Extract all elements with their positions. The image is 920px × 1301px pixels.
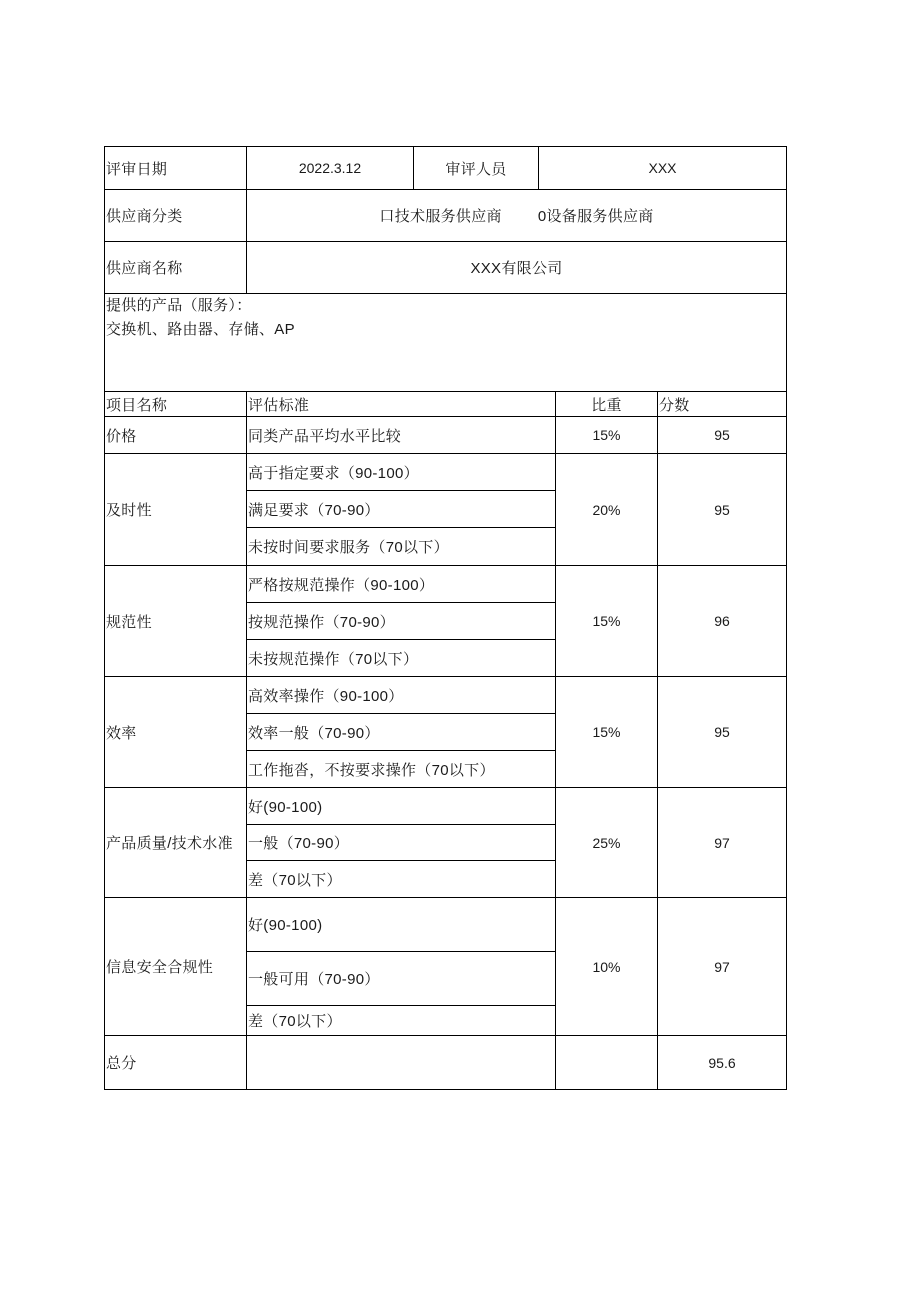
reviewer-label: 审评人员 — [413, 146, 539, 190]
reviewer-value: XXX — [538, 146, 787, 190]
item-name-security: 信息安全合规性 — [104, 897, 247, 1036]
score-security: 97 — [657, 897, 787, 1036]
criteria-cell: 效率一般（70-90） — [246, 713, 556, 751]
criteria-cell: 工作拖沓，不按要求操作（70以下） — [246, 750, 556, 788]
column-header-item: 项目名称 — [104, 391, 247, 417]
weight-price: 15% — [555, 416, 658, 454]
score-timeliness: 95 — [657, 453, 787, 566]
supplier-category-cell — [246, 189, 787, 242]
weight-quality: 25% — [555, 787, 658, 898]
score-quality: 97 — [657, 787, 787, 898]
review-date-value: 2022.3.12 — [246, 146, 414, 190]
criteria-cell: 高于指定要求（90-100） — [246, 453, 556, 491]
supplier-name-value: XXX有限公司 — [246, 241, 787, 294]
criteria-cell: 按规范操作（70-90） — [246, 602, 556, 640]
score-price: 95 — [657, 416, 787, 454]
weight-efficiency: 15% — [555, 676, 658, 788]
supplier-category-option-technical: 口技术服务供应商 — [379, 208, 502, 225]
criteria-cell: 差（70以下） — [246, 1005, 556, 1036]
column-header-score: 分数 — [657, 391, 787, 417]
total-weight-empty — [555, 1035, 658, 1090]
score-standardization: 96 — [657, 565, 787, 677]
weight-timeliness: 20% — [555, 453, 658, 566]
criteria-cell: 好(90-100) — [246, 787, 556, 825]
criteria-cell: 严格按规范操作（90-100） — [246, 565, 556, 603]
criteria-cell: 一般可用（70-90） — [246, 951, 556, 1006]
criteria-cell: 差（70以下） — [246, 860, 556, 898]
weight-standardization: 15% — [555, 565, 658, 677]
item-name-quality: 产品质量/技术水准 — [104, 787, 247, 898]
criteria-cell: 同类产品平均水平比较 — [246, 416, 556, 454]
score-efficiency: 95 — [657, 676, 787, 788]
item-name-efficiency: 效率 — [104, 676, 247, 788]
review-date-label: 评审日期 — [104, 146, 247, 190]
criteria-cell: 好(90-100) — [246, 897, 556, 952]
total-label: 总分 — [104, 1035, 247, 1090]
criteria-cell: 一般（70-90） — [246, 824, 556, 861]
item-name-timeliness: 及时性 — [104, 453, 247, 566]
criteria-cell: 未按规范操作（70以下） — [246, 639, 556, 677]
products-value: 交换机、路由器、存储、AP — [106, 321, 295, 338]
supplier-name-label: 供应商名称 — [104, 241, 247, 294]
criteria-cell: 未按时间要求服务（70以下） — [246, 527, 556, 566]
products-label: 提供的产品（服务）： — [106, 297, 252, 314]
criteria-cell: 高效率操作（90-100） — [246, 676, 556, 714]
supplier-category-label: 供应商分类 — [104, 189, 247, 242]
column-header-criteria: 评估标准 — [246, 391, 556, 417]
item-name-standardization: 规范性 — [104, 565, 247, 677]
weight-security: 10% — [555, 897, 658, 1036]
total-criteria-empty — [246, 1035, 556, 1090]
item-name-price: 价格 — [104, 416, 247, 454]
products-cell — [104, 293, 787, 392]
total-score: 95.6 — [657, 1035, 787, 1090]
criteria-cell: 满足要求（70-90） — [246, 490, 556, 528]
column-header-weight: 比重 — [555, 391, 658, 417]
supplier-category-option-equipment: 0设备服务供应商 — [537, 208, 654, 225]
